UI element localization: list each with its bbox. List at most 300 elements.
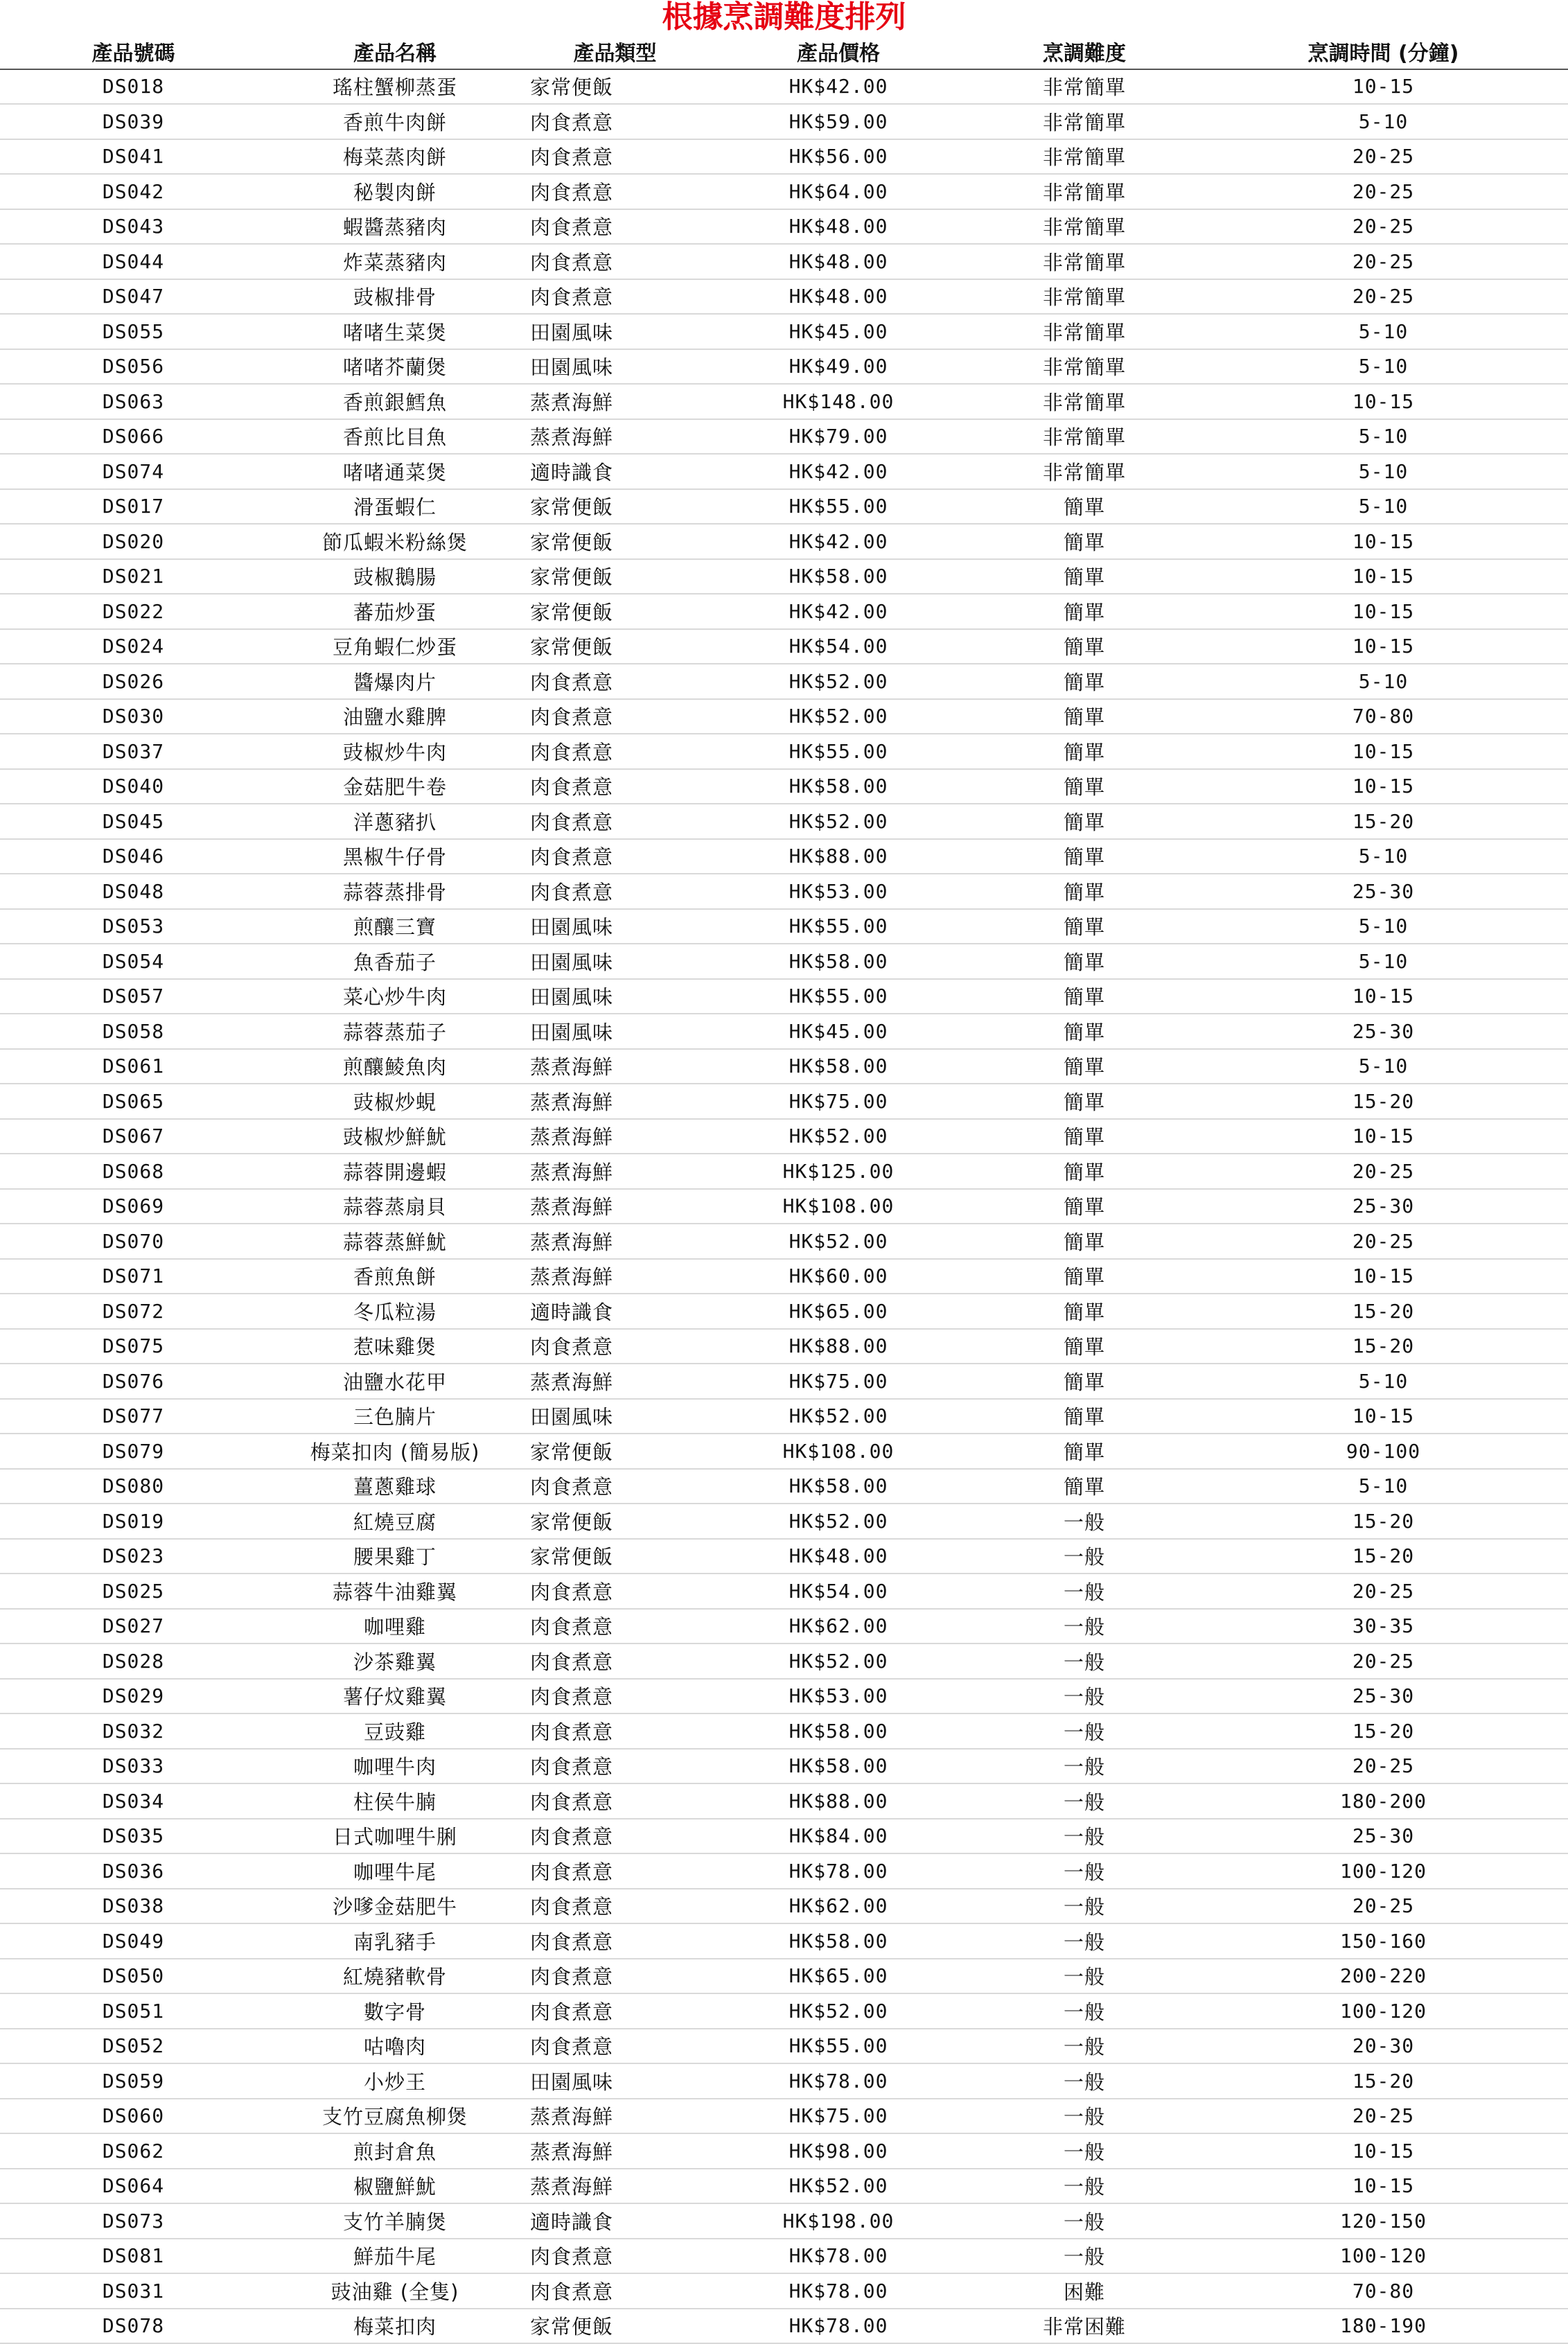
product-price-cell: HK$52.00 (707, 699, 970, 734)
product-price-cell: HK$52.00 (707, 2169, 970, 2204)
cooking-difficulty-cell: 一般 (970, 1713, 1199, 1749)
cooking-difficulty-cell: 簡單 (970, 979, 1199, 1014)
product-type-cell: 家常便飯 (523, 1504, 707, 1539)
product-type-cell: 肉食煮意 (523, 1644, 707, 1679)
cooking-time-cell: 15-20 (1199, 1504, 1568, 1539)
product-code-cell: DS052 (0, 2029, 267, 2064)
product-type-cell: 家常便飯 (523, 594, 707, 629)
table-row (0, 1644, 1568, 1679)
product-code-cell: DS054 (0, 944, 267, 979)
product-name-cell: 蒜蓉蒸鮮魷 (267, 1224, 523, 1259)
table-row (0, 1853, 1568, 1889)
product-name-cell: 支竹羊腩煲 (267, 2203, 523, 2239)
cooking-difficulty-cell: 一般 (970, 1609, 1199, 1644)
product-price-cell: HK$49.00 (707, 349, 970, 385)
product-name-cell: 洋蔥豬扒 (267, 804, 523, 839)
product-name-cell: 豉椒炒蜆 (267, 1084, 523, 1119)
product-price-cell: HK$52.00 (707, 1119, 970, 1154)
cooking-difficulty-cell: 一般 (970, 1574, 1199, 1609)
product-code-cell: DS045 (0, 804, 267, 839)
product-name-cell: 啫啫生菜煲 (267, 314, 523, 349)
product-code-cell: DS040 (0, 769, 267, 804)
product-name-cell: 啫啫芥蘭煲 (267, 349, 523, 385)
product-code-cell: DS030 (0, 699, 267, 734)
product-type-cell: 適時識食 (523, 1294, 707, 1329)
product-code-cell: DS022 (0, 594, 267, 629)
table-row (0, 1084, 1568, 1119)
product-type-cell: 蒸煮海鮮 (523, 1049, 707, 1084)
table-body (0, 69, 1568, 2344)
table-row (0, 839, 1568, 874)
product-price-cell: HK$52.00 (707, 1399, 970, 1434)
cooking-time-cell: 90-100 (1199, 1434, 1568, 1469)
product-name-cell: 豉椒炒鮮魷 (267, 1119, 523, 1154)
product-code-cell: DS055 (0, 314, 267, 349)
product-price-cell: HK$79.00 (707, 419, 970, 455)
cooking-difficulty-cell: 簡單 (970, 489, 1199, 525)
cooking-difficulty-cell: 非常簡單 (970, 69, 1199, 105)
cooking-difficulty-cell: 一般 (970, 2099, 1199, 2134)
table-row (0, 1294, 1568, 1329)
product-price-cell: HK$55.00 (707, 734, 970, 769)
cooking-difficulty-cell: 一般 (970, 1644, 1199, 1679)
product-name-cell: 咖哩牛肉 (267, 1749, 523, 1784)
product-code-cell: DS020 (0, 524, 267, 559)
cooking-time-cell: 25-30 (1199, 1189, 1568, 1224)
product-type-cell: 肉食煮意 (523, 1993, 707, 2029)
product-name-cell: 蝦醬蒸豬肉 (267, 209, 523, 245)
cooking-time-cell: 20-30 (1199, 2029, 1568, 2064)
cooking-difficulty-cell: 困難 (970, 2273, 1199, 2309)
cooking-difficulty-cell: 一般 (970, 1853, 1199, 1889)
product-price-cell: HK$108.00 (707, 1434, 970, 1469)
cooking-difficulty-cell: 簡單 (970, 1189, 1199, 1224)
cooking-difficulty-cell: 非常簡單 (970, 349, 1199, 385)
cooking-time-cell: 10-15 (1199, 384, 1568, 419)
table-row (0, 1189, 1568, 1224)
product-code-cell: DS076 (0, 1364, 267, 1399)
table-row (0, 2203, 1568, 2239)
table-row (0, 559, 1568, 594)
product-price-cell: HK$48.00 (707, 279, 970, 315)
cooking-time-cell: 10-15 (1199, 769, 1568, 804)
product-code-cell: DS042 (0, 174, 267, 209)
table-row (0, 2309, 1568, 2344)
product-price-cell: HK$78.00 (707, 2239, 970, 2274)
product-price-cell: HK$60.00 (707, 1259, 970, 1294)
cooking-time-cell: 5-10 (1199, 349, 1568, 385)
product-type-cell: 肉食煮意 (523, 104, 707, 139)
product-type-cell: 田園風味 (523, 1399, 707, 1434)
product-type-cell: 肉食煮意 (523, 1469, 707, 1504)
product-code-cell: DS041 (0, 139, 267, 175)
product-price-cell: HK$52.00 (707, 1644, 970, 1679)
cooking-time-cell: 15-20 (1199, 804, 1568, 839)
table-row (0, 1469, 1568, 1504)
product-type-cell: 肉食煮意 (523, 804, 707, 839)
product-price-cell: HK$78.00 (707, 1853, 970, 1889)
cooking-time-cell: 20-25 (1199, 244, 1568, 279)
table-row (0, 1119, 1568, 1154)
header-cooking-difficulty: 烹調難度 (970, 35, 1199, 69)
product-code-cell: DS057 (0, 979, 267, 1014)
table-row (0, 1574, 1568, 1609)
product-price-cell: HK$52.00 (707, 1224, 970, 1259)
table-row (0, 1889, 1568, 1924)
product-code-cell: DS051 (0, 1993, 267, 2029)
product-type-cell: 田園風味 (523, 909, 707, 944)
product-code-cell: DS047 (0, 279, 267, 315)
product-code-cell: DS017 (0, 489, 267, 525)
product-name-cell: 南乳豬手 (267, 1923, 523, 1959)
cooking-time-cell: 10-15 (1199, 2133, 1568, 2169)
product-name-cell: 薯仔炆雞翼 (267, 1679, 523, 1714)
header-product-type: 產品類型 (523, 35, 707, 69)
cooking-time-cell: 5-10 (1199, 454, 1568, 489)
table-row (0, 104, 1568, 139)
product-type-cell: 蒸煮海鮮 (523, 1154, 707, 1189)
cooking-difficulty-cell: 非常困難 (970, 2309, 1199, 2344)
table-row (0, 1399, 1568, 1434)
product-price-cell: HK$58.00 (707, 1713, 970, 1749)
cooking-difficulty-cell: 簡單 (970, 804, 1199, 839)
product-name-cell: 香煎牛肉餅 (267, 104, 523, 139)
product-type-cell: 肉食煮意 (523, 1329, 707, 1364)
product-type-cell: 蒸煮海鮮 (523, 419, 707, 455)
product-name-cell: 瑤柱蟹柳蒸蛋 (267, 69, 523, 105)
cooking-difficulty-cell: 簡單 (970, 559, 1199, 594)
product-price-cell: HK$53.00 (707, 1679, 970, 1714)
cooking-time-cell: 10-15 (1199, 734, 1568, 769)
product-price-cell: HK$55.00 (707, 909, 970, 944)
product-name-cell: 煎釀鯪魚肉 (267, 1049, 523, 1084)
product-code-cell: DS072 (0, 1294, 267, 1329)
product-name-cell: 支竹豆腐魚柳煲 (267, 2099, 523, 2134)
cooking-time-cell: 25-30 (1199, 874, 1568, 909)
product-code-cell: DS056 (0, 349, 267, 385)
product-code-cell: DS043 (0, 209, 267, 245)
product-type-cell: 肉食煮意 (523, 209, 707, 245)
cooking-time-cell: 5-10 (1199, 489, 1568, 525)
header-cooking-time: 烹調時間 (分鐘) (1199, 35, 1568, 69)
product-code-cell: DS063 (0, 384, 267, 419)
cooking-difficulty-cell: 非常簡單 (970, 454, 1199, 489)
product-code-cell: DS046 (0, 839, 267, 874)
cooking-difficulty-cell: 簡單 (970, 874, 1199, 909)
cooking-difficulty-cell: 簡單 (970, 769, 1199, 804)
product-type-cell: 蒸煮海鮮 (523, 2099, 707, 2134)
table-row (0, 804, 1568, 839)
cooking-difficulty-cell: 簡單 (970, 1329, 1199, 1364)
product-name-cell: 日式咖哩牛脷 (267, 1819, 523, 1854)
cooking-difficulty-cell: 簡單 (970, 699, 1199, 734)
product-name-cell: 煎釀三寶 (267, 909, 523, 944)
cooking-difficulty-cell: 一般 (970, 1783, 1199, 1819)
product-code-cell: DS018 (0, 69, 267, 105)
product-type-cell: 蒸煮海鮮 (523, 1189, 707, 1224)
product-code-cell: DS081 (0, 2239, 267, 2274)
table-row (0, 1819, 1568, 1854)
table-row (0, 69, 1568, 105)
table-row (0, 909, 1568, 944)
table-row (0, 209, 1568, 245)
product-code-cell: DS068 (0, 1154, 267, 1189)
product-code-cell: DS067 (0, 1119, 267, 1154)
product-name-cell: 薑蔥雞球 (267, 1469, 523, 1504)
cooking-time-cell: 100-120 (1199, 1993, 1568, 2029)
product-code-cell: DS032 (0, 1713, 267, 1749)
product-price-cell: HK$52.00 (707, 1993, 970, 2029)
cooking-difficulty-cell: 簡單 (970, 524, 1199, 559)
product-type-cell: 適時識食 (523, 454, 707, 489)
product-type-cell: 肉食煮意 (523, 1819, 707, 1854)
table-row (0, 314, 1568, 349)
product-price-cell: HK$42.00 (707, 454, 970, 489)
cooking-difficulty-cell: 非常簡單 (970, 419, 1199, 455)
product-name-cell: 啫啫通菜煲 (267, 454, 523, 489)
product-type-cell: 家常便飯 (523, 1434, 707, 1469)
product-code-cell: DS064 (0, 2169, 267, 2204)
table-row (0, 1923, 1568, 1959)
table-row (0, 699, 1568, 734)
product-type-cell: 家常便飯 (523, 629, 707, 664)
product-type-cell: 田園風味 (523, 944, 707, 979)
product-name-cell: 香煎魚餅 (267, 1259, 523, 1294)
cooking-time-cell: 20-25 (1199, 1889, 1568, 1924)
product-price-cell: HK$58.00 (707, 1049, 970, 1084)
product-type-cell: 蒸煮海鮮 (523, 1259, 707, 1294)
cooking-difficulty-cell: 一般 (970, 1993, 1199, 2029)
product-name-cell: 金菇肥牛卷 (267, 769, 523, 804)
cooking-time-cell: 15-20 (1199, 1084, 1568, 1119)
cooking-difficulty-cell: 簡單 (970, 944, 1199, 979)
cooking-time-cell: 25-30 (1199, 1679, 1568, 1714)
product-type-cell: 蒸煮海鮮 (523, 2169, 707, 2204)
cooking-difficulty-cell: 簡單 (970, 1259, 1199, 1294)
product-name-cell: 滑蛋蝦仁 (267, 489, 523, 525)
table-row (0, 1154, 1568, 1189)
product-name-cell: 冬瓜粒湯 (267, 1294, 523, 1329)
product-name-cell: 鮮茄牛尾 (267, 2239, 523, 2274)
table-row (0, 1259, 1568, 1294)
product-type-cell: 蒸煮海鮮 (523, 2133, 707, 2169)
table-row (0, 1993, 1568, 2029)
product-name-cell: 沙嗲金菇肥牛 (267, 1889, 523, 1924)
product-name-cell: 梅菜扣肉 (267, 2309, 523, 2344)
product-price-cell: HK$54.00 (707, 1574, 970, 1609)
cooking-difficulty-cell: 非常簡單 (970, 139, 1199, 175)
product-price-cell: HK$125.00 (707, 1154, 970, 1189)
product-type-cell: 家常便飯 (523, 2309, 707, 2344)
product-type-cell: 蒸煮海鮮 (523, 1119, 707, 1154)
cooking-time-cell: 20-25 (1199, 139, 1568, 175)
product-code-cell: DS058 (0, 1014, 267, 1049)
product-code-cell: DS029 (0, 1679, 267, 1714)
product-type-cell: 田園風味 (523, 349, 707, 385)
product-price-cell: HK$198.00 (707, 2203, 970, 2239)
product-type-cell: 肉食煮意 (523, 279, 707, 315)
product-name-cell: 秘製肉餅 (267, 174, 523, 209)
table-row (0, 1783, 1568, 1819)
cooking-difficulty-cell: 簡單 (970, 1119, 1199, 1154)
product-name-cell: 梅菜扣肉 (簡易版) (267, 1434, 523, 1469)
product-type-cell: 蒸煮海鮮 (523, 384, 707, 419)
product-name-cell: 數字骨 (267, 1993, 523, 2029)
product-name-cell: 惹味雞煲 (267, 1329, 523, 1364)
table-row (0, 349, 1568, 385)
product-type-cell: 肉食煮意 (523, 1959, 707, 1994)
table-row (0, 174, 1568, 209)
product-type-cell: 家常便飯 (523, 559, 707, 594)
product-type-cell: 田園風味 (523, 314, 707, 349)
product-price-cell: HK$78.00 (707, 2273, 970, 2309)
cooking-difficulty-cell: 簡單 (970, 1399, 1199, 1434)
product-price-cell: HK$42.00 (707, 69, 970, 105)
table-row (0, 2063, 1568, 2099)
cooking-difficulty-cell: 簡單 (970, 664, 1199, 699)
product-code-cell: DS079 (0, 1434, 267, 1469)
product-price-cell: HK$58.00 (707, 1749, 970, 1784)
product-name-cell: 蒜蓉開邊蝦 (267, 1154, 523, 1189)
cooking-time-cell: 10-15 (1199, 1399, 1568, 1434)
product-name-cell: 蒜蓉蒸排骨 (267, 874, 523, 909)
cooking-time-cell: 10-15 (1199, 979, 1568, 1014)
product-code-cell: DS080 (0, 1469, 267, 1504)
product-name-cell: 腰果雞丁 (267, 1539, 523, 1574)
cooking-difficulty-cell: 簡單 (970, 1084, 1199, 1119)
product-price-cell: HK$75.00 (707, 1084, 970, 1119)
product-code-cell: DS033 (0, 1749, 267, 1784)
cooking-difficulty-cell: 簡單 (970, 1014, 1199, 1049)
table-row (0, 769, 1568, 804)
product-name-cell: 豉椒鵝腸 (267, 559, 523, 594)
product-code-cell: DS028 (0, 1644, 267, 1679)
cooking-difficulty-cell: 一般 (970, 2169, 1199, 2204)
product-type-cell: 肉食煮意 (523, 1923, 707, 1959)
product-name-cell: 咖哩牛尾 (267, 1853, 523, 1889)
product-name-cell: 蒜蓉牛油雞翼 (267, 1574, 523, 1609)
product-name-cell: 豆豉雞 (267, 1713, 523, 1749)
table-row (0, 279, 1568, 315)
product-code-cell: DS031 (0, 2273, 267, 2309)
cooking-difficulty-cell: 簡單 (970, 629, 1199, 664)
cooking-time-cell: 10-15 (1199, 69, 1568, 105)
product-price-cell: HK$42.00 (707, 594, 970, 629)
cooking-time-cell: 5-10 (1199, 839, 1568, 874)
cooking-time-cell: 100-120 (1199, 1853, 1568, 1889)
product-code-cell: DS024 (0, 629, 267, 664)
table-row (0, 1224, 1568, 1259)
product-type-cell: 適時識食 (523, 2203, 707, 2239)
product-code-cell: DS065 (0, 1084, 267, 1119)
cooking-time-cell: 200-220 (1199, 1959, 1568, 1994)
cooking-time-cell: 5-10 (1199, 909, 1568, 944)
table-row (0, 1749, 1568, 1784)
product-name-cell: 醬爆肉片 (267, 664, 523, 699)
table-row (0, 524, 1568, 559)
cooking-time-cell: 15-20 (1199, 1713, 1568, 1749)
product-type-cell: 肉食煮意 (523, 874, 707, 909)
product-name-cell: 豉油雞 (全隻) (267, 2273, 523, 2309)
product-price-cell: HK$75.00 (707, 2099, 970, 2134)
table-row (0, 594, 1568, 629)
cooking-difficulty-cell: 一般 (970, 2203, 1199, 2239)
product-price-cell: HK$45.00 (707, 314, 970, 349)
cooking-time-cell: 5-10 (1199, 944, 1568, 979)
product-name-cell: 豉椒排骨 (267, 279, 523, 315)
table-row (0, 1364, 1568, 1399)
cooking-time-cell: 5-10 (1199, 104, 1568, 139)
table-row (0, 664, 1568, 699)
product-name-cell: 紅燒豬軟骨 (267, 1959, 523, 1994)
product-price-cell: HK$62.00 (707, 1609, 970, 1644)
cooking-time-cell: 180-190 (1199, 2309, 1568, 2344)
cooking-difficulty-cell: 簡單 (970, 1049, 1199, 1084)
cooking-difficulty-cell: 簡單 (970, 1364, 1199, 1399)
table-row (0, 2273, 1568, 2309)
product-type-cell: 肉食煮意 (523, 1889, 707, 1924)
product-price-cell: HK$148.00 (707, 384, 970, 419)
cooking-time-cell: 100-120 (1199, 2239, 1568, 2274)
product-price-cell: HK$55.00 (707, 979, 970, 1014)
product-type-cell: 肉食煮意 (523, 1783, 707, 1819)
product-name-cell: 椒鹽鮮魷 (267, 2169, 523, 2204)
cooking-difficulty-cell: 一般 (970, 2133, 1199, 2169)
product-name-cell: 蒜蓉蒸扇貝 (267, 1189, 523, 1224)
product-name-cell: 豆角蝦仁炒蛋 (267, 629, 523, 664)
product-price-cell: HK$65.00 (707, 1959, 970, 1994)
cooking-time-cell: 180-200 (1199, 1783, 1568, 1819)
product-type-cell: 肉食煮意 (523, 2239, 707, 2274)
product-code-cell: DS069 (0, 1189, 267, 1224)
product-name-cell: 豉椒炒牛肉 (267, 734, 523, 769)
table-row (0, 2029, 1568, 2064)
cooking-time-cell: 20-25 (1199, 1154, 1568, 1189)
cooking-difficulty-cell: 一般 (970, 2239, 1199, 2274)
product-price-cell: HK$52.00 (707, 804, 970, 839)
product-name-cell: 香煎比目魚 (267, 419, 523, 455)
product-type-cell: 肉食煮意 (523, 1679, 707, 1714)
product-type-cell: 田園風味 (523, 2063, 707, 2099)
cooking-difficulty-cell: 一般 (970, 1923, 1199, 1959)
cooking-time-cell: 20-25 (1199, 209, 1568, 245)
table-row (0, 384, 1568, 419)
cooking-time-cell: 70-80 (1199, 2273, 1568, 2309)
product-name-cell: 炸菜蒸豬肉 (267, 244, 523, 279)
product-price-cell: HK$58.00 (707, 1923, 970, 1959)
cooking-difficulty-cell: 非常簡單 (970, 384, 1199, 419)
cooking-difficulty-cell: 一般 (970, 2063, 1199, 2099)
cooking-time-cell: 10-15 (1199, 559, 1568, 594)
table-row (0, 1539, 1568, 1574)
cooking-time-cell: 15-20 (1199, 1539, 1568, 1574)
product-code-cell: DS075 (0, 1329, 267, 1364)
product-code-cell: DS074 (0, 454, 267, 489)
table-row (0, 1959, 1568, 1994)
product-type-cell: 家常便飯 (523, 489, 707, 525)
product-code-cell: DS027 (0, 1609, 267, 1644)
product-code-cell: DS059 (0, 2063, 267, 2099)
product-code-cell: DS026 (0, 664, 267, 699)
cooking-time-cell: 25-30 (1199, 1819, 1568, 1854)
table-row (0, 1609, 1568, 1644)
cooking-difficulty-cell: 一般 (970, 1749, 1199, 1784)
product-price-cell: HK$58.00 (707, 559, 970, 594)
cooking-difficulty-cell: 簡單 (970, 1434, 1199, 1469)
cooking-difficulty-cell: 非常簡單 (970, 279, 1199, 315)
product-name-cell: 油鹽水花甲 (267, 1364, 523, 1399)
product-price-cell: HK$98.00 (707, 2133, 970, 2169)
